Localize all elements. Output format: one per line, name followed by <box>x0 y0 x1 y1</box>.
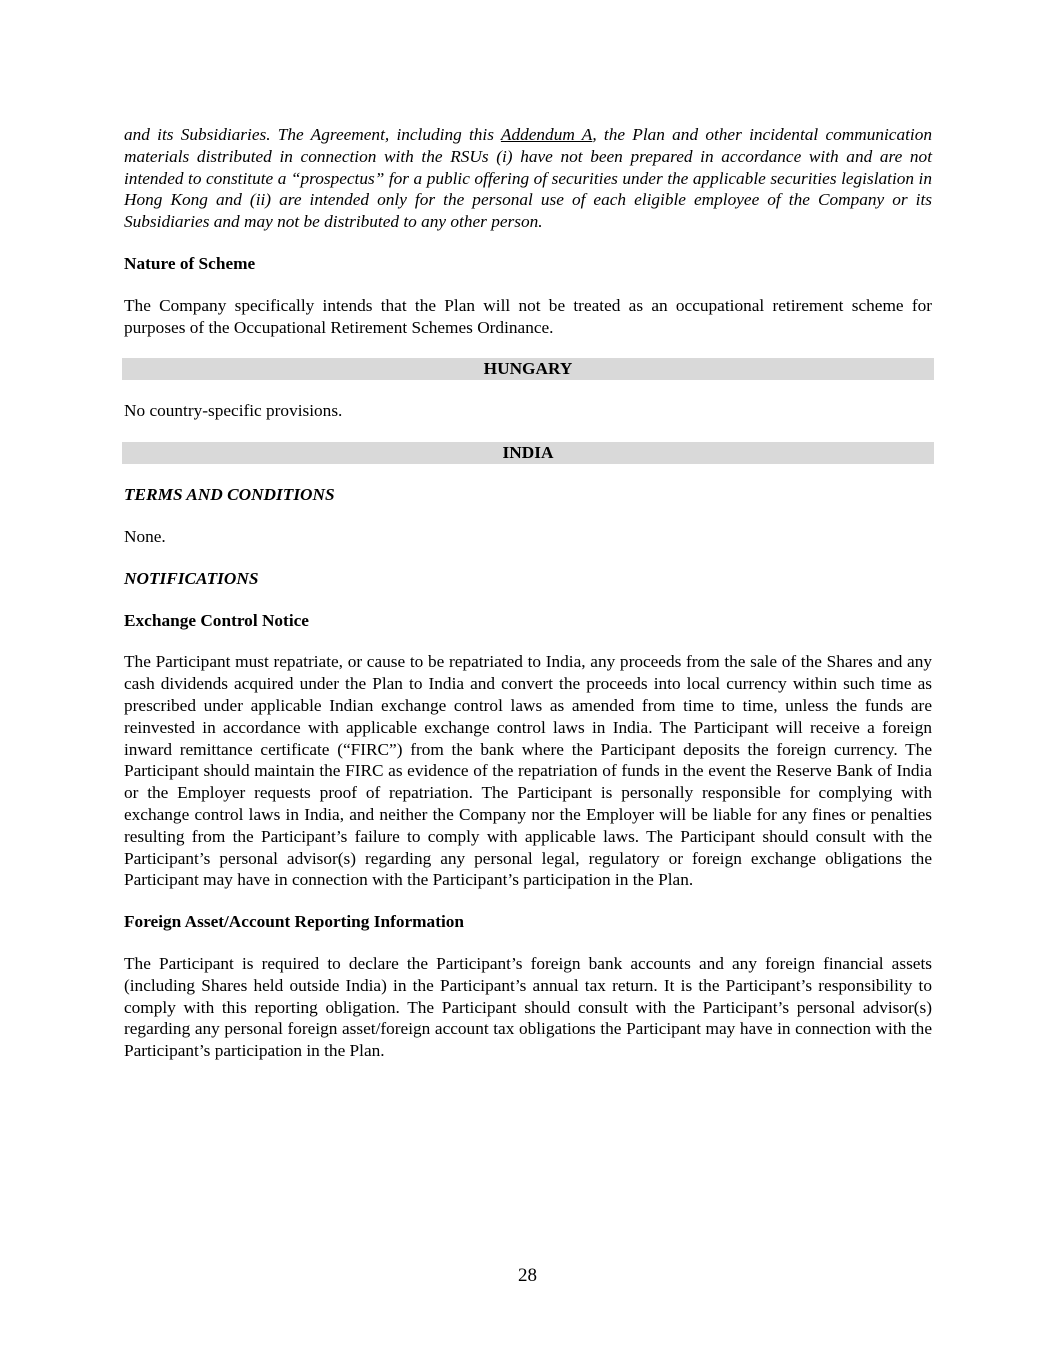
hungary-body: No country-specific provisions. <box>124 401 343 421</box>
india-section-band <box>122 442 934 464</box>
addendum-a-reference: Addendum A <box>500 125 593 144</box>
nature-of-scheme-body: The Company specifically intends that the Plan will not be treated as an occupational retirement scheme for purposes of the Occupational Retirement Schemes Ordinance. <box>124 295 932 337</box>
page-number: 28 <box>518 1265 537 1286</box>
hungary-title: HUNGARY <box>483 359 573 379</box>
foreign-asset-heading: Foreign Asset/Account Reporting Information <box>124 912 465 932</box>
intro-text-part2: , the Plan and other incidental communication materials distributed in connection with the RSUs (i) have not been prepared in accordance with and are not intended to constitute a “prospectus” for a public offering of securities under the applicable securities legislation in Hong Kong and (ii) are intended only for the personal use of each eligible employee of the Company or its Subsidiaries and may not be distributed to any other person. <box>124 125 932 232</box>
exchange-control-body: The Participant must repatriate, or cause to be repatriated to India, any proceeds from the sale of the Shares and any cash dividends acquired under the Plan to India and convert the proceeds into local currency within such time as prescribed under applicable Indian exchange control laws as amended from time to time, unless the funds are reinvested in accordance with applicable exchange control laws in India. The Participant will receive a foreign inward remittance certificate (“FIRC”) from the bank where the Participant deposits the foreign currency. The Participant should maintain the FIRC as evidence of the repatriation of funds in the event the Reserve Bank of India or the Employer requests proof of repatriation. The Participant is personally responsible for complying with exchange control laws in India, and neither the Company nor the Employer will be liable for any fines or penalties resulting from the Participant’s failure to comply with applicable laws. The Participant should consult with the Participant’s personal advisor(s) regarding any personal legal, regulatory or foreign exchange obligations the Participant may have in connection with the Participant’s participation in the Plan. <box>124 652 932 890</box>
nature-of-scheme-heading: Nature of Scheme <box>124 253 256 273</box>
document-page <box>124 124 932 1062</box>
india-title: INDIA <box>502 443 554 463</box>
terms-and-conditions-body: None. <box>124 526 166 546</box>
terms-and-conditions-heading: TERMS AND CONDITIONS <box>124 485 335 505</box>
notifications-heading: NOTIFICATIONS <box>124 568 259 588</box>
intro-text-part1: and its Subsidiaries. The Agreement, including this <box>124 125 501 144</box>
foreign-asset-body: The Participant is required to declare the Participant’s foreign bank accounts and any foreign financial assets (including Shares held outside India) in the Participant’s annual tax return. It is the Participant’s responsibility to comply with this reporting obligation. The Participant should consult with the Participant’s personal advisor(s) regarding any personal foreign asset/foreign account tax obligations the Participant may have in connection with the Participant’s participation in the Plan. <box>124 953 932 1061</box>
intro-paragraph <box>124 124 932 233</box>
exchange-control-heading: Exchange Control Notice <box>124 610 309 630</box>
hungary-section-band <box>122 358 934 380</box>
